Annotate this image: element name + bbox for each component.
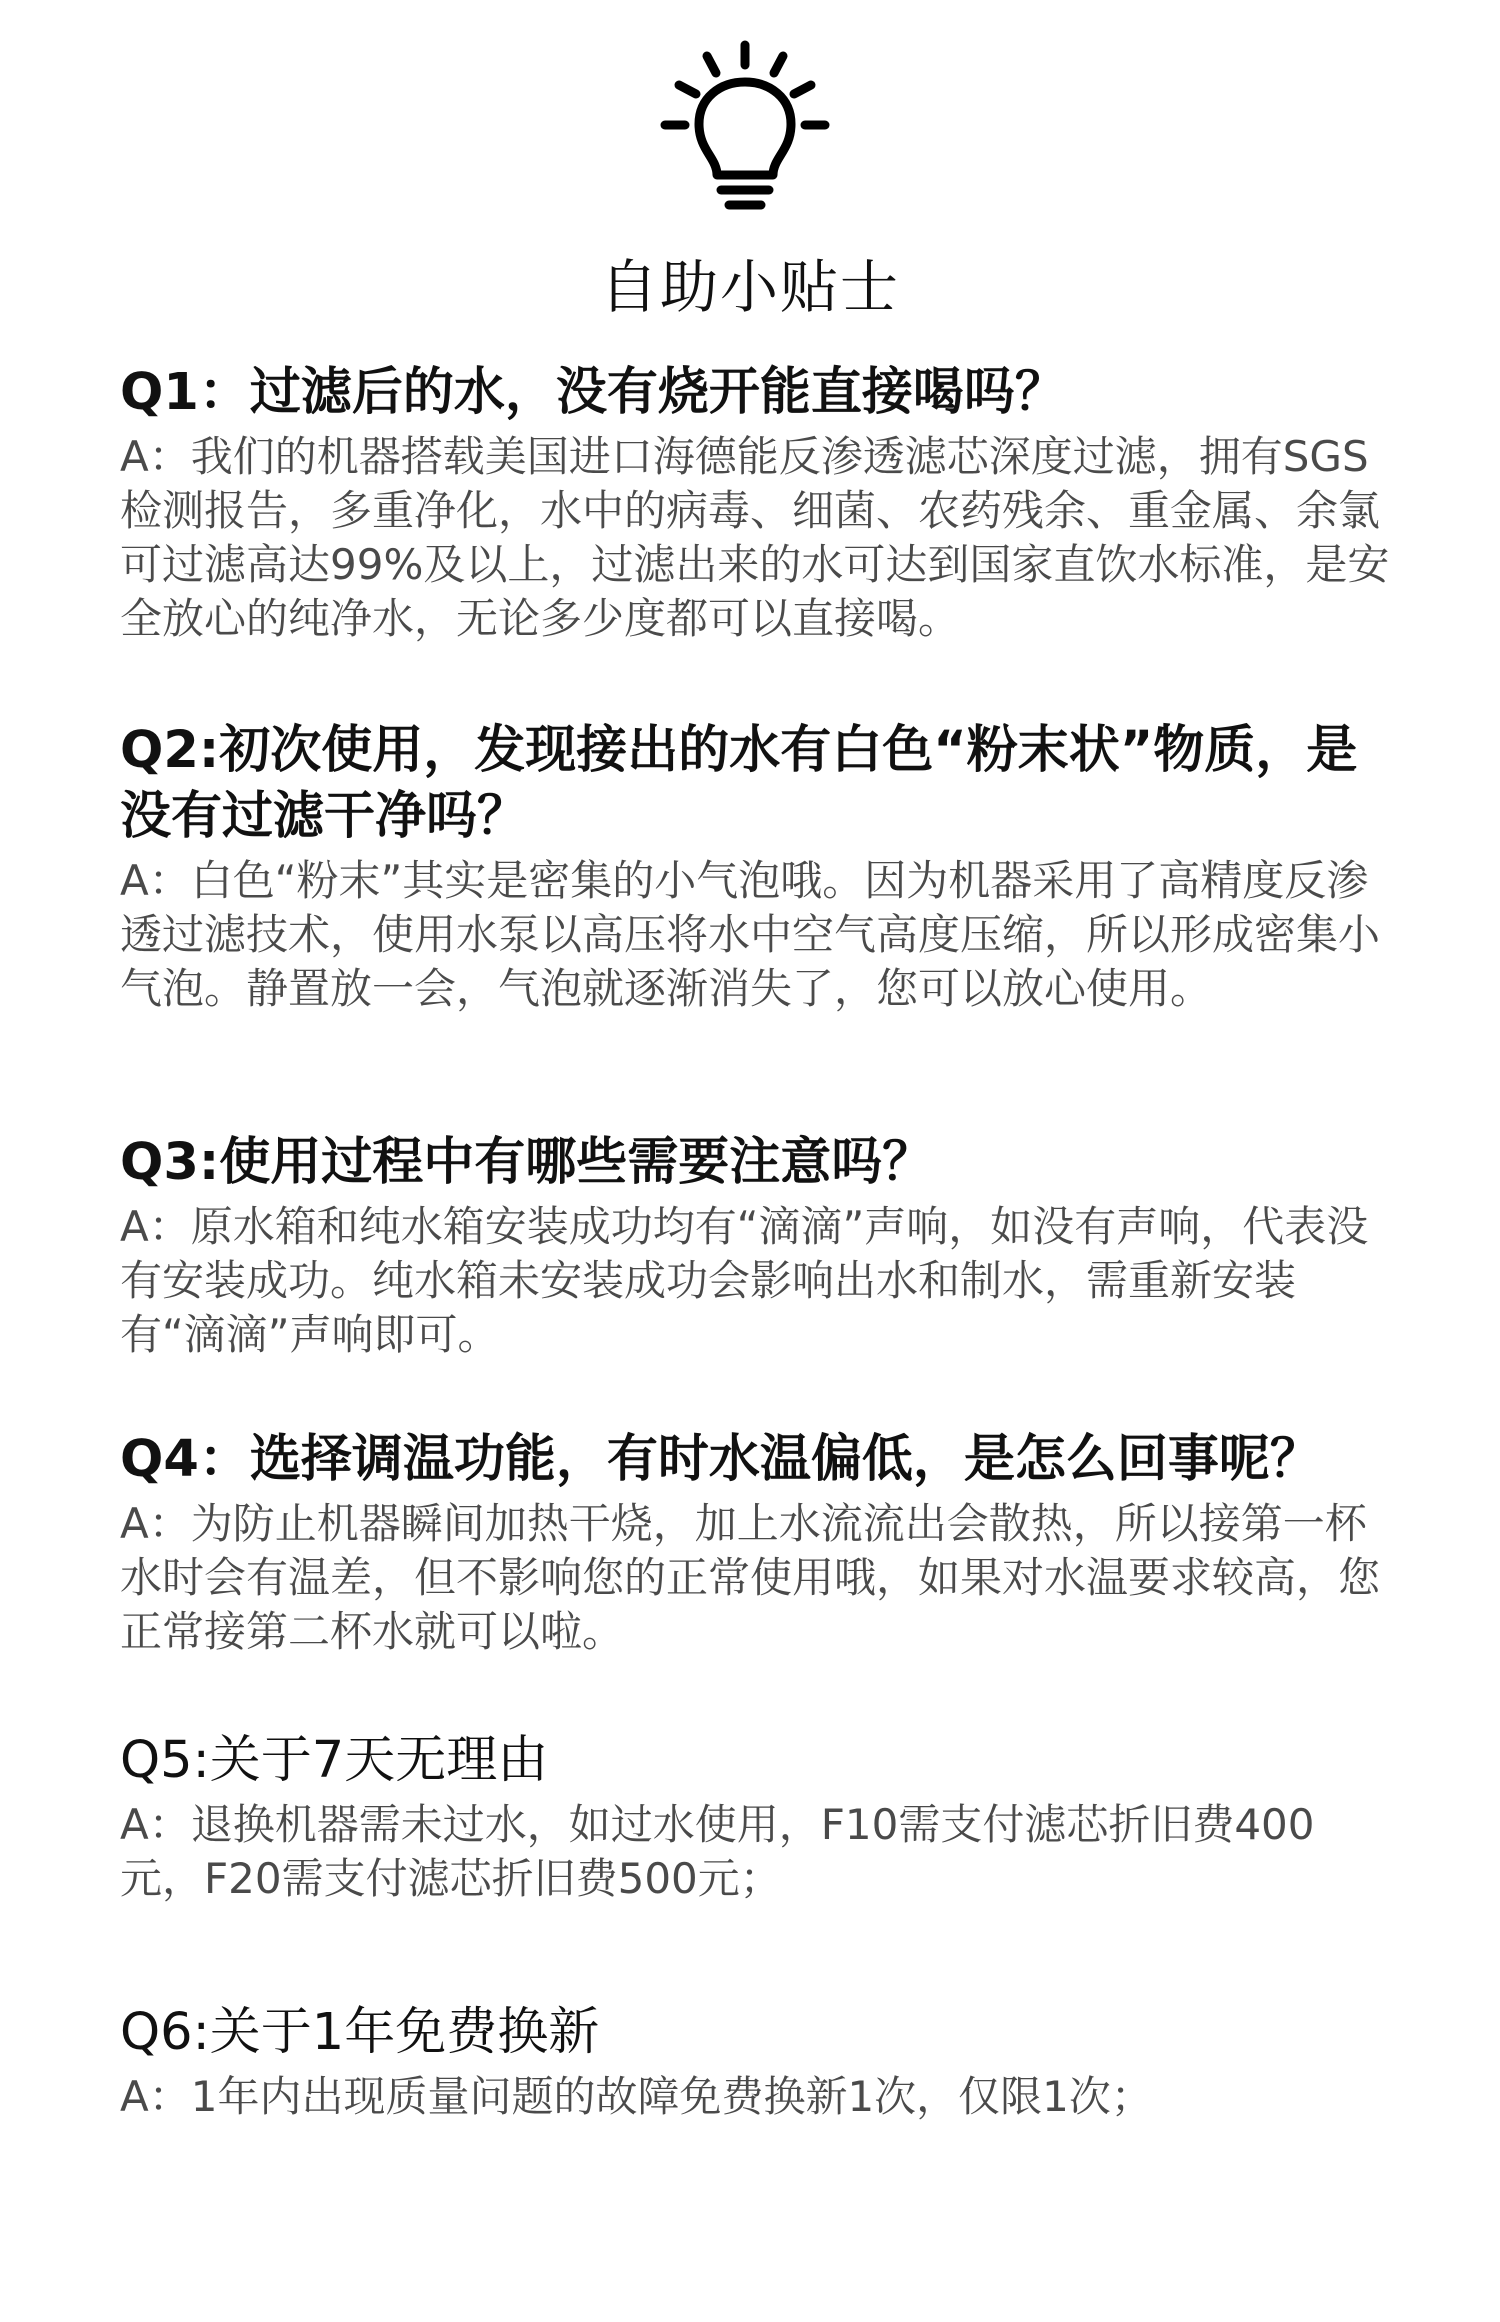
faq-question: Q5:关于7天无理由	[120, 1731, 549, 1790]
faq-item-1	[120, 360, 1390, 646]
faq-answer: A：1年内出现质量问题的故障免费换新1次，仅限1次；	[120, 2072, 1153, 2121]
faq-answer: A：白色“粉末”其实是密集的小气泡哦。因为机器采用了高精度反渗透过滤技术，使用水泵以高压将水中空气高度压缩，所以形成密集小气泡。静置放一会，气泡就逐渐消失了，您可以放心使用。	[120, 856, 1381, 1013]
faq-question: Q6:关于1年免费换新	[120, 2003, 600, 2062]
faq-answer: A：原水箱和纯水箱安装成功均有“滴滴”声响，如没有声响，代表没有安装成功。纯水箱未安装成功会影响出水和制水，需重新安装有“滴滴”声响即可。	[120, 1202, 1369, 1359]
faq-question: Q2:初次使用，发现接出的水有白色“粉末状”物质，是没有过滤干净吗？	[120, 721, 1358, 846]
faq-item-3	[120, 1130, 1390, 1362]
lightbulb-icon	[655, 40, 835, 215]
faq-answer: A：退换机器需未过水，如过水使用，F10需支付滤芯折旧费400元，F20需支付滤芯折旧费500元；	[120, 1800, 1315, 1903]
faq-item-4	[120, 1427, 1390, 1659]
page-title: 自助小贴士	[599, 253, 900, 321]
faq-question: Q4：选择调温功能，有时水温偏低，是怎么回事呢？	[120, 1430, 1321, 1489]
faq-answer: A：我们的机器搭载美国进口海德能反渗透滤芯深度过滤，拥有SGS检测报告，多重净化，水中的病毒、细菌、农药残余、重金属、余氯可过滤高达99%及以上，过滤出来的水可达到国家直饮水标准，是安全放心的纯净水，无论多少度都可以直接喝。	[120, 432, 1390, 643]
faq-question: Q1：过滤后的水，没有烧开能直接喝吗？	[120, 363, 1066, 422]
faq-question: Q3:使用过程中有哪些需要注意吗？	[120, 1133, 934, 1192]
header	[0, 0, 1500, 320]
faq-item-6	[120, 2000, 1390, 2124]
faq-answer: A：为防止机器瞬间加热干烧，加上水流流出会散热，所以接第一杯水时会有温差，但不影响您的正常使用哦，如果对水温要求较高，您正常接第二杯水就可以啦。	[120, 1499, 1381, 1656]
faq-item-2	[120, 718, 1390, 1016]
faq-item-5	[120, 1728, 1390, 1906]
